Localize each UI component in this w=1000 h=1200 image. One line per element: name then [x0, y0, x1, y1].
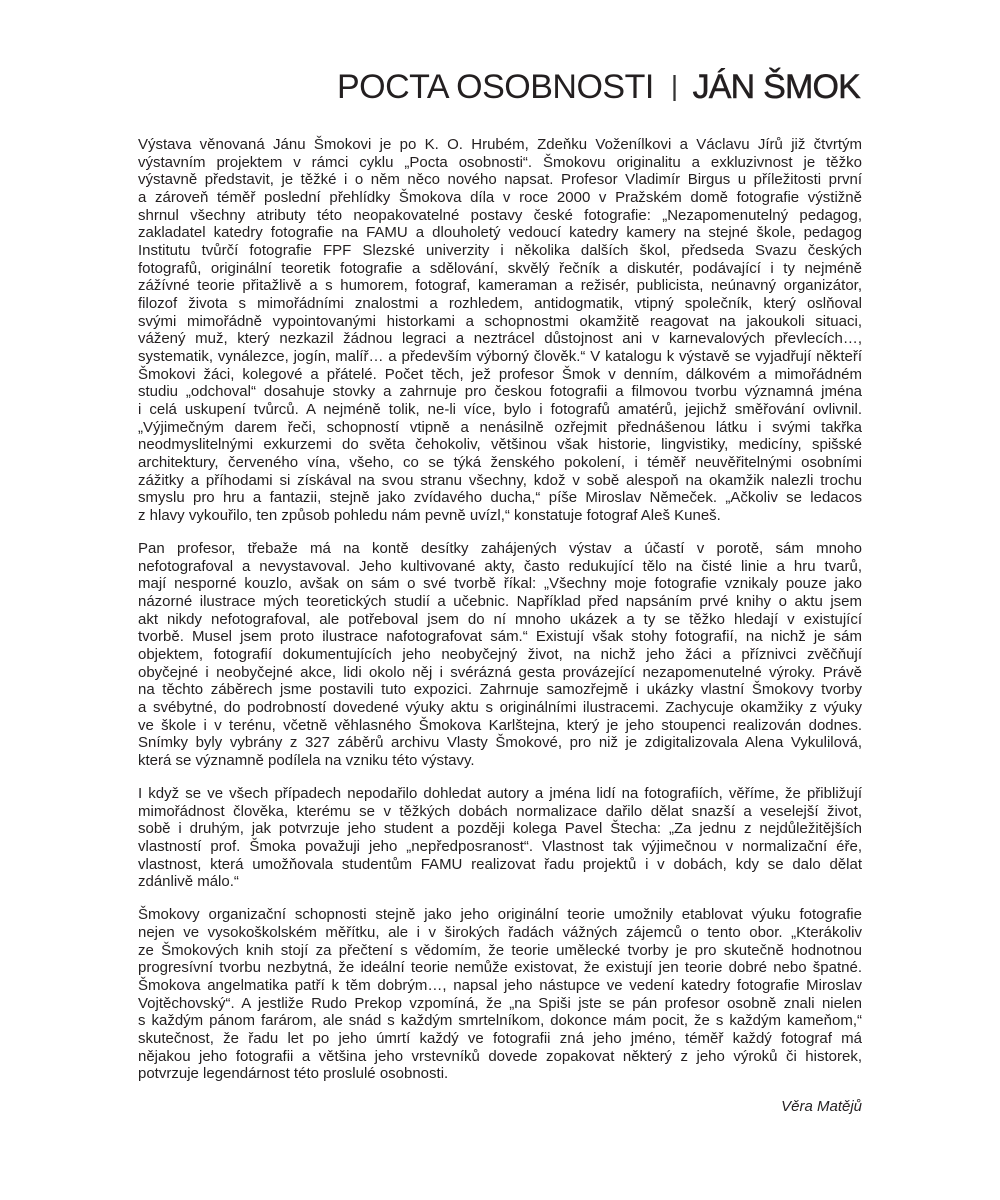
text-line: architektury, červeného vína, všeho, co se týká ženského pokolení, i téměř neuvěřitelnými osobními — [138, 454, 862, 472]
title-person-name: JÁN ŠMOK — [692, 68, 860, 106]
text-line: Vojtěchovský“. A jestliže Rudo Prekop vzpomíná, že „na Spiši jste se pán profesor osobně znali nielen — [138, 994, 862, 1012]
text-line: názorné ilustrace mých teoretických studií a učebnic. Například před napsáním prvé knihy o aktu jsem — [138, 593, 862, 611]
text-line: i celá uskupení tvůrců. A nejméně tolik, ne-li více, bylo i fotografů amatérů, jejichž směřování ovlivnil. — [138, 401, 862, 419]
text-line: „Výjimečným darem řeči, schopností vtipně a nenásilně ozřejmit přednášenou látku i svými takřka — [138, 418, 862, 436]
text-line: vlastnost, která umožňovala studentům FAMU realizovat řadu projektů i v dobách, kdy se dalo dělat — [138, 855, 862, 873]
text-line: neodmyslitelnými exkurzemi do světa čehokoliv, většinou však historie, lingvistiky, medicíny, spišské — [138, 436, 862, 454]
text-line: smyslu pro hru a fantazii, stejně jako zvídavého ducha,“ píše Miroslav Němeček. „Ačkoliv se ledacos — [138, 489, 862, 507]
text-line: zakladatel katedry fotografie na FAMU a dlouholetý vedoucí katedry kamery na stejné škole, pedagog — [138, 224, 862, 242]
text-line: progresívní tvorbu nezbytná, že ideální teorie nemůže existovat, že existují jen teorie dobré nebo špatné. — [138, 959, 862, 977]
text-line: ze Šmokových knih stojí za přečtení s vědomím, že teorie umělecké tvorby je pro skutečně hodnotnou — [138, 941, 862, 959]
text-line: která se významně podílela na vzniku této výstavy. — [138, 752, 475, 770]
text-line: výstavně představit, je těžké i o něm něco nového napsat. Profesor Vladimír Birgus u příležitosti první — [138, 171, 862, 189]
text-line: Institutu tvůrčí fotografie FPF Slezské univerzity i několika dalších škol, předseda Svazu českých — [138, 242, 862, 260]
text-line: výstavním projektem v rámci cyklu „Pocta osobnosti“. Šmokovu originalitu a exkluzivnost je těžko — [138, 153, 862, 171]
text-line: fotografů, originální teoretik fotografie a sdělování, skvělý řečník a diskutér, podávající i ty nejméně — [138, 259, 862, 277]
paragraph-1 — [138, 136, 862, 525]
page-title — [337, 67, 860, 109]
text-line: Šmokova angelmatika patří k těm dobrým…, napsal jeho nástupce ve vedení katedry fotografie Miroslav — [138, 977, 862, 995]
text-line: na těchto záběrech jsme postavili tuto expozici. Zahrnuje samozřejmě i ukázky vlastní Šmokovy tvorby — [138, 681, 862, 699]
text-line: zdánlivě málo.“ — [138, 873, 239, 891]
text-line: a zároveň téměř poslední přehlídky Šmokova díla v roce 2000 v Pražském domě fotografie výstižně — [138, 189, 862, 207]
text-line: z hlavy vykouřilo, ten způsob pohledu nám pevně uvízl,“ konstatuje fotograf Aleš Kuneš. — [138, 507, 721, 525]
text-line: akt nikdy nefotografoval, ale potřeboval jsem do ní mnoho ukázek a ty se těžko hledají v existující — [138, 610, 862, 628]
text-line: filozof života s mimořádními znalostmi a rozhledem, antidogmatik, vtipný společník, který oslňoval — [138, 295, 862, 313]
text-line: a svébytné, do podrobností dovedené výuky aktu s originálními ilustracemi. Zachycuje okamžiky z výuky — [138, 699, 862, 717]
text-line: vlastností prof. Šmoka považuji jeho „nepředposranost“. Vlastnost tak výjimečnou v normalizační éře, — [138, 838, 862, 856]
paragraph-4 — [138, 906, 862, 1083]
text-line: systematik, vynálezce, jogín, malíř… a především výborný člověk.“ V katalogu k výstavě se vyjadřují někteří — [138, 348, 862, 366]
title-separator: | — [670, 70, 678, 101]
text-line: Snímky byly vybrány z 327 záběrů archivu Vlasty Šmokové, pro niž je zdigitalizovala Alena Vykulilová, — [138, 734, 862, 752]
text-line: ve škole i v terénu, včetně věhlasného Šmokova Karlštejna, který je jeho stoupenci realizován dodnes. — [138, 716, 862, 734]
text-line: obyčejné i neobyčejné akce, lidi okolo něj i svérázná gesta provázející nezapomenutelné výroky. Právě — [138, 663, 862, 681]
text-line: sobě i druhým, jak potvrzuje jeho student a později kolega Pavel Štecha: „Za jednu z nejdůležitějších — [138, 820, 862, 838]
text-line: Výstava věnovaná Jánu Šmokovi je po K. O. Hrubém, Zdeňku Voženílkovi a Václavu Jírů již čtvrtým — [138, 136, 862, 153]
text-line: studiu „odchoval“ dosahuje stovky a zahrnuje pro českou fotografii a filmovou tvorbu významná jména — [138, 383, 862, 401]
text-line: zážitky a příhodami si získával na svou stranu všechny, kdož v sobě alespoň na okamžik nalezli trochu — [138, 471, 862, 489]
author-signature: Věra Matějů — [781, 1098, 862, 1116]
text-line: shrnul všechny atributy této neopakovatelné postavy české fotografie: „Nezapomenutelný pedagog, — [138, 206, 862, 224]
text-line: I když se ve všech případech nepodařilo dohledat autory a jména lidí na fotografiích, věříme, že přibližují — [138, 785, 862, 803]
text-line: tvorbě. Musel jsem proto ilustrace nafotografovat sám.“ Existují však stohy fotografií, na nichž je sám — [138, 628, 862, 646]
text-line: nejen ve vysokoškolském měřítku, ale i v širokých řadách vážných zájemců o tento obor. „Kterákoliv — [138, 924, 862, 942]
text-line: zážívné teorie přitažlivě a s humorem, fotograf, kameraman a režisér, publicista, neúnavný organizátor, — [138, 277, 862, 295]
text-line: Pan profesor, třebaže má na kontě desítky zahájených výstav a účastí v porotě, sám mnoho — [138, 540, 862, 558]
text-line: vážený muž, který nezkazil žádnou legraci a neztrácel důstojnost ani v karnevalových převlecích…, — [138, 330, 862, 348]
text-line: Šmokovy organizační schopnosti stejně jako jeho originální teorie umožnily etablovat výuku fotografie — [138, 906, 862, 924]
text-line: mimořádnost člověka, kterému se v těžkých dobách normalizace dařilo dělat snazší a veselejší život, — [138, 802, 862, 820]
text-line: nějakou jeho fotografii a většina jeho vrstevníků dovede zopakovat některý z jeho výroků či historek, — [138, 1047, 862, 1065]
paragraph-3 — [138, 785, 862, 891]
text-line: potvrzuje legendárnost této proslulé osobnosti. — [138, 1065, 449, 1083]
paragraph-2 — [138, 540, 862, 770]
title-series-name: POCTA OSOBNOSTI — [337, 68, 654, 106]
text-line: nefotografoval a nevystavoval. Jeho kultivované akty, často redukující tělo na čisté linie a hru tvarů, — [138, 557, 862, 575]
text-line: mají nesporné kouzlo, avšak on sám o své tvorbě říkal: „Všechny moje fotografie vznikaly pouze jako — [138, 575, 862, 593]
text-line: Šmokovi žáci, kolegové a přátelé. Počet těch, jež profesor Šmok v denním, dálkovém a mimořádném — [138, 365, 862, 383]
text-line: objektem, fotografií dokumentujících jeho neobyčejný život, na nichž jeho žáci a příznivci zvěčňují — [138, 646, 862, 664]
text-line: skutečnost, že řadu let po jeho úmrtí každý ve fotografii zná jeho jméno, téměř každý fotograf má — [138, 1030, 862, 1048]
text-line: svými mimořádně vypointovanými historkami a schopnostmi okamžitě reagovat na jakoukoli situaci, — [138, 312, 862, 330]
text-line: s každým pánom farárom, ale snád s každým smrtelníkom, dokonce mám pocit, že s každým kameňom,“ — [138, 1012, 862, 1030]
article-body — [138, 136, 862, 1116]
